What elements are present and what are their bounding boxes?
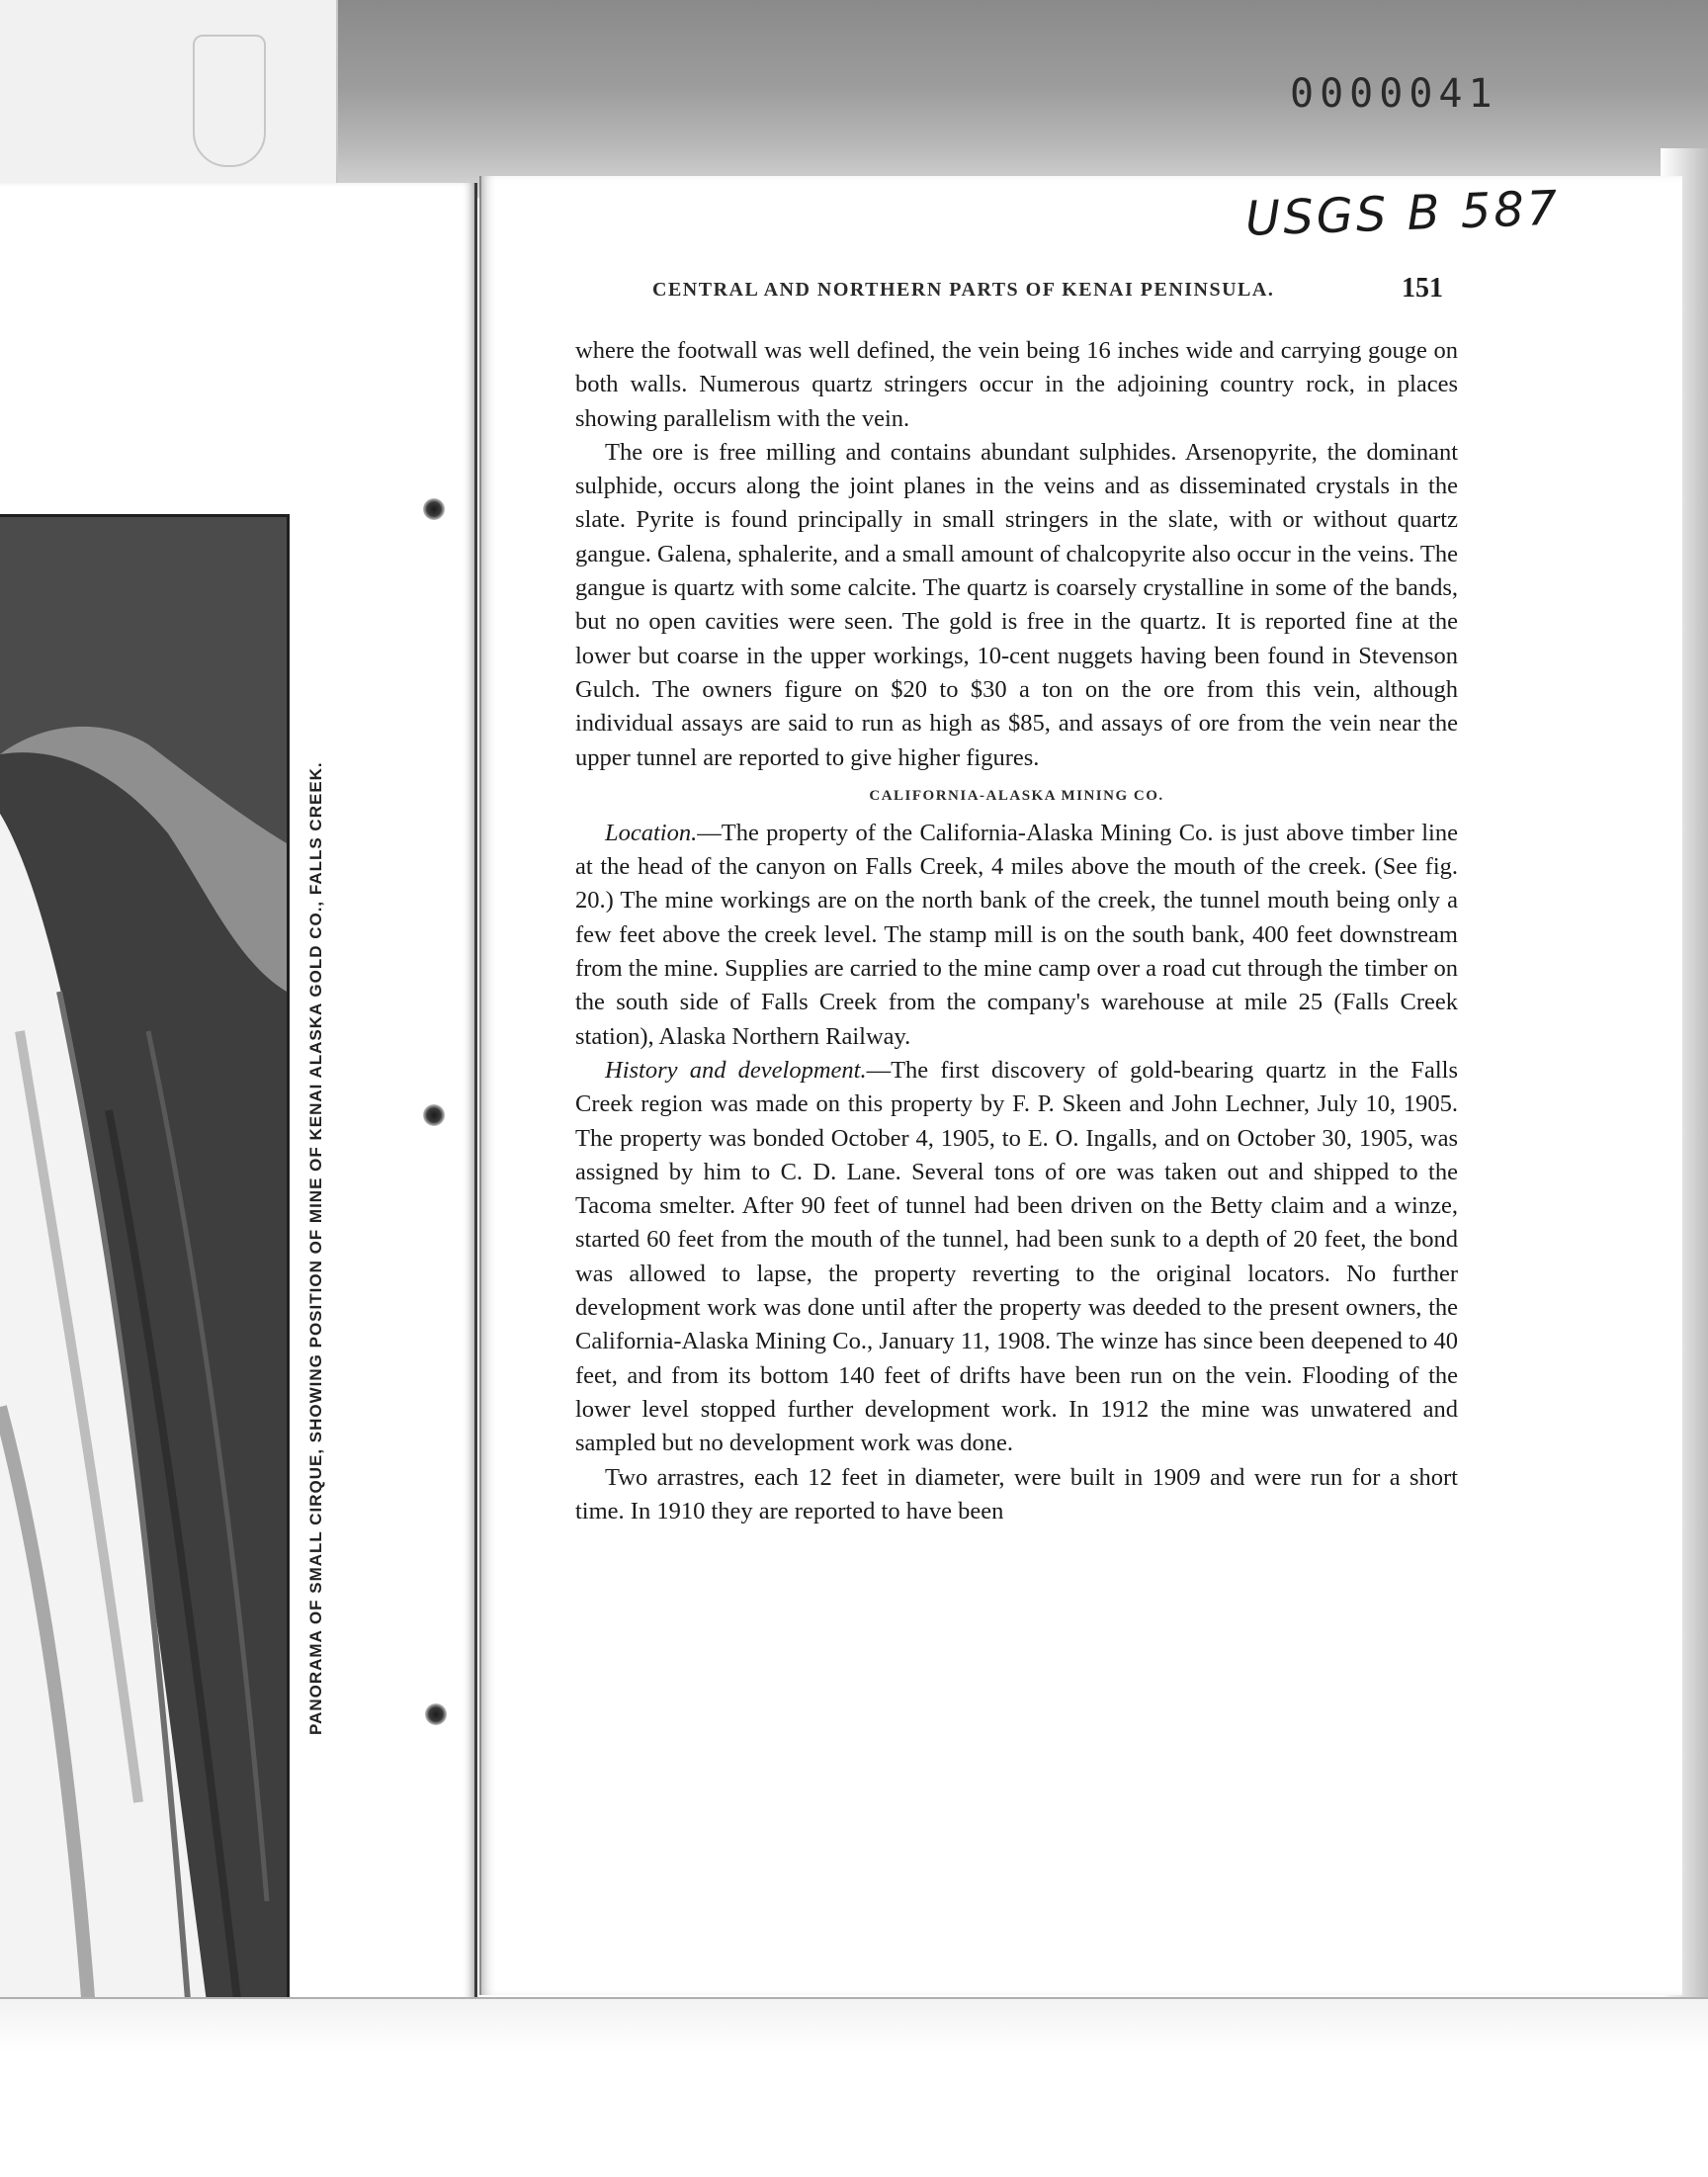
handwritten-note: USGS B 587 (1244, 180, 1562, 247)
paragraph-body: —The first discovery of gold-bearing quartz in the Falls Creek region was made on this property by F. P. Skeen and John Lechner, July 10, 1905. The property was bonded October 4, 1905, to E. O. Ingalls, and on October 30, 1905, was assigned by him to C. D. Lane. Several tons of ore was taken out and shipped to the Tacoma smelter. After 90 feet of tunnel had been driven on the Betty claim and a winze, started 60 feet from the mouth of the tunnel, had been sunk to a depth of 20 feet, the bond was allowed to lapse, the property reverting to the original locators. No further development work was done until after the property was deeded to the present owners, the California-Alaska Mining Co., January 11, 1908. The winze has since been deepened to 40 feet, and from its bottom 140 feet of drifts have been run on the vein. Flooding of the lower level stopped further development work. In 1912 the mine was unwatered and sampled but no development work was done. (575, 1056, 1458, 1457)
plate-photo-image (0, 517, 287, 2010)
section-heading: CALIFORNIA-ALASKA MINING CO. (869, 787, 1164, 804)
paragraph-history (575, 1054, 1458, 1461)
left-page (0, 183, 477, 2002)
paragraph-lead: Location. (605, 819, 698, 846)
tab-stamp-mark (193, 35, 266, 167)
plate-caption: PANORAMA OF SMALL CIRQUE, SHOWING POSITION OF MINE OF KENAI ALASKA GOLD CO., FALLS CREEK. (306, 761, 325, 1735)
paragraph-location (575, 817, 1458, 1054)
body-text (575, 334, 1458, 1528)
paragraph-body: —The property of the California-Alaska Mining Co. is just above timber line at the head of the canyon on Falls Creek, 4 miles above the mouth of the creek. (See fig. 20.) The mine workings are on the north bank of the creek, the tunnel mouth being only a few feet above the creek level. The stamp mill is on the south bank, 400 feet downstream from the mine. Supplies are carried to the mine camp over a road cut through the timber on the south side of Falls Creek from the company's warehouse at mile 25 (Falls Creek station), Alaska Northern Railway. (575, 819, 1458, 1050)
folded-tab (0, 0, 338, 183)
paragraph-lead: History and development. (605, 1056, 867, 1084)
running-head: CENTRAL AND NORTHERN PARTS OF KENAI PENINSULA. (652, 279, 1275, 301)
paragraph: The ore is free milling and contains abundant sulphides. Arsenopyrite, the dominant sulphide, occurs along the joint planes in the veins and as disseminated crystals in the slate. Pyrite is found principally in small stringers in the slate, with or without quartz gangue. Galena, sphalerite, and a small amount of chalcopyrite also occur in the veins. The gangue is quartz with some calcite. The quartz is coarsely crystalline in some of the bands, but no open cavities were seen. The gold is free in the quartz. It is reported fine at the lower but coarse in the upper workings, 10-cent nuggets having been found in Stevenson Gulch. The owners figure on $20 to $30 a ton on the ore from this vein, although individual assays are said to run as high as $85, and assays of ore from the vein near the upper tunnel are reported to give higher figures. (575, 438, 1458, 771)
paragraph: Two arrastres, each 12 feet in diameter, were built in 1909 and were run for a short time. In 1910 they are reported to have been (575, 1463, 1458, 1524)
scan-bottom-strip (0, 1997, 1708, 2177)
plate-photograph (0, 514, 290, 2013)
binding-hole (425, 1703, 447, 1725)
binding-hole (423, 1104, 445, 1126)
page-number: 151 (1402, 273, 1443, 304)
paragraph: where the footwall was well defined, the vein being 16 inches wide and carrying gouge on both walls. Numerous quartz stringers occur in the adjoining country rock, in places showing parallelism with the vein. (575, 337, 1458, 432)
scan-id-number: 0000041 (1290, 71, 1498, 117)
binding-hole (423, 498, 445, 520)
